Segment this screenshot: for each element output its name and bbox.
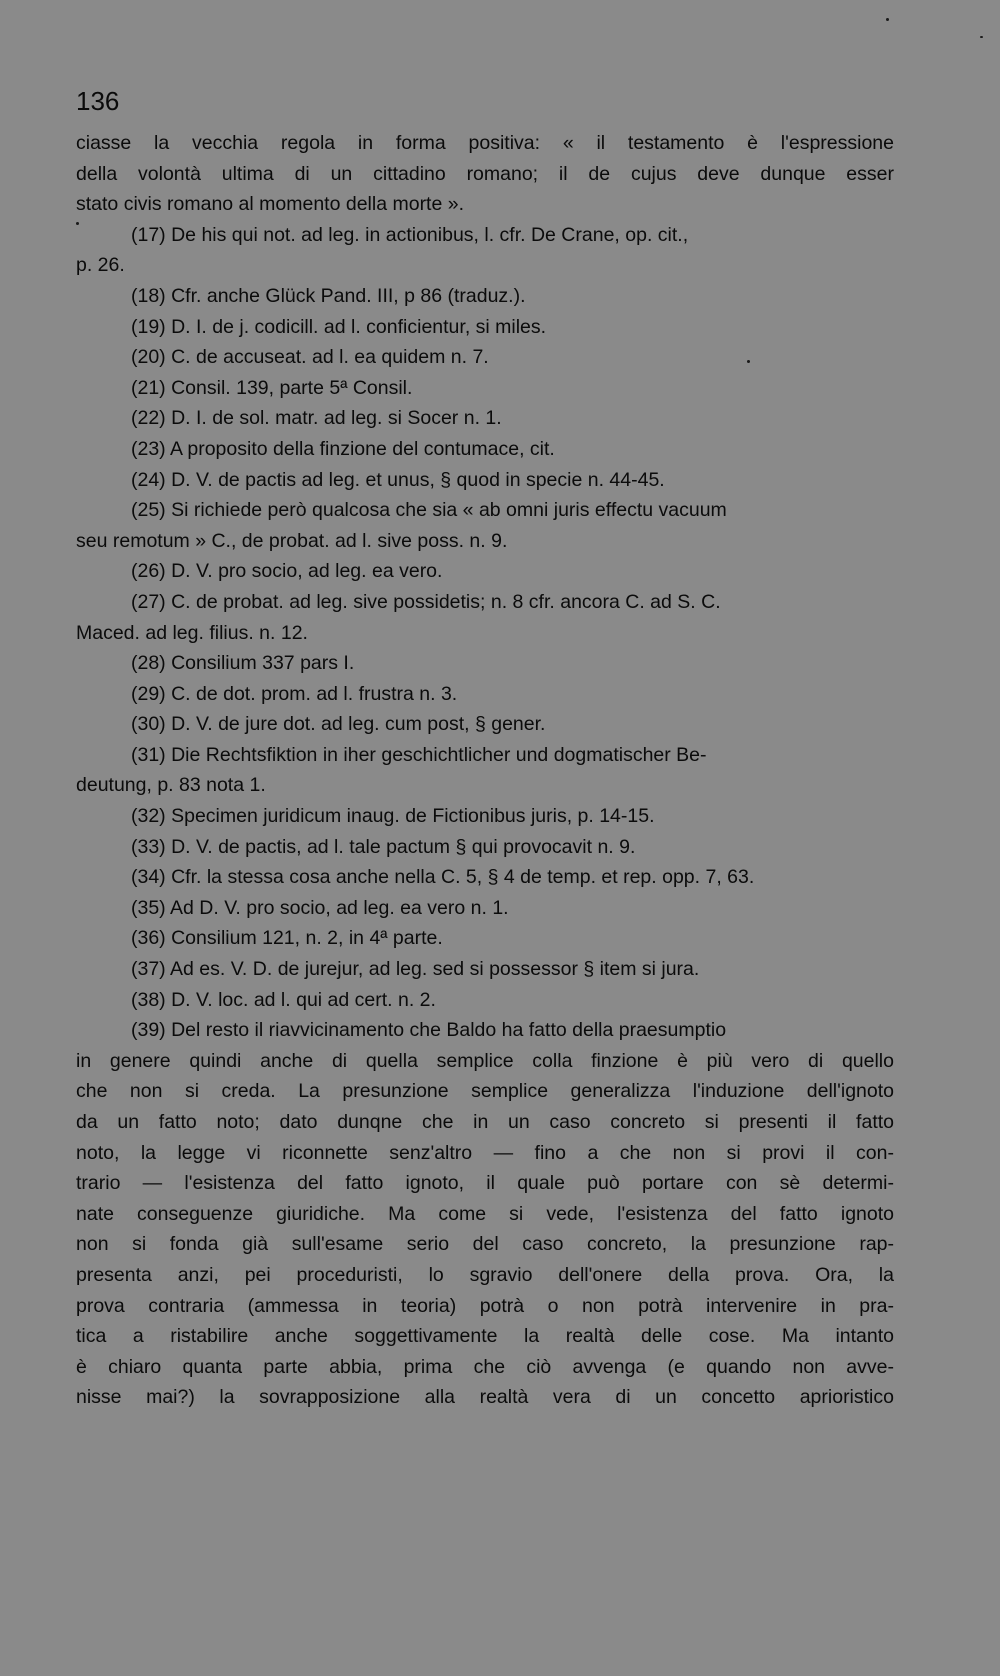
footnote-line: noto, la legge vi riconnette senz'altro — fino a che non si provi il con- <box>76 1141 894 1164</box>
footnote-line: (23) A proposito della finzione del contumace, cit. <box>131 437 555 460</box>
footnote-line: nate conseguenze giuridiche. Ma come si vede, l'esistenza del fatto ignoto <box>76 1202 894 1225</box>
footnote-line: trario — l'esistenza del fatto ignoto, il quale può portare con sè determi- <box>76 1172 894 1195</box>
footnote-line: (24) D. V. de pactis ad leg. et unus, § quod in specie n. 44-45. <box>131 468 665 491</box>
footnote-line: presenta anzi, pei proceduristi, lo sgravio dell'onere della prova. Ora, la <box>76 1263 894 1286</box>
footnote-line: (34) Cfr. la stessa cosa anche nella C. 5, § 4 de temp. et rep. opp. 7, 63. <box>131 866 755 889</box>
text-line: stato civis romano al momento della morte ». <box>76 193 465 216</box>
footnote-line: deutung, p. 83 nota 1. <box>76 774 266 797</box>
footnote-line: prova contraria (ammessa in teoria) potrà o non potrà intervenire in pra- <box>76 1294 894 1317</box>
footnote-line: non si fonda già sull'esame serio del caso concreto, la presunzione rap- <box>76 1233 894 1256</box>
footnote-line: Maced. ad leg. filius. n. 12. <box>76 621 308 644</box>
footnote-line: p. 26. <box>76 254 125 277</box>
footnote-line: (28) Consilium 337 pars I. <box>131 652 355 675</box>
footnote-line: è chiaro quanta parte abbia, prima che ciò avvenga (e quando non avve- <box>76 1355 894 1378</box>
footnote-line: (29) C. de dot. prom. ad l. frustra n. 3. <box>131 682 458 705</box>
footnote-line: (27) C. de probat. ad leg. sive possidetis; n. 8 cfr. ancora C. ad S. C. <box>131 590 721 613</box>
scan-speck <box>886 18 889 21</box>
footnote-line: (39) Del resto il riavvicinamento che Baldo ha fatto della praesumptio <box>131 1019 727 1042</box>
footnote-line: (38) D. V. loc. ad l. qui ad cert. n. 2. <box>131 988 436 1011</box>
footnote-line: (33) D. V. de pactis, ad l. tale pactum § qui provocavit n. 9. <box>131 835 636 858</box>
footnote-line: in genere quindi anche di quella semplice colla finzione è più vero di quello <box>76 1049 894 1072</box>
footnote-line: (20) C. de accuseat. ad l. ea quidem n. 7. <box>131 346 489 369</box>
footnote-line: (22) D. I. de sol. matr. ad leg. si Socer n. 1. <box>131 407 502 430</box>
footnote-line: da un fatto noto; dato dunqne che in un caso concreto si presenti il fatto <box>76 1111 894 1133</box>
footnote-line: nisse mai?) la sovrapposizione alla realtà vera di un concetto aprioristico <box>76 1386 894 1409</box>
footnote-line: (21) Consil. 139, parte 5ª Consil. <box>131 376 413 399</box>
page-number: 136 <box>76 86 120 116</box>
footnote-line: seu remotum » C., de probat. ad l. sive poss. n. 9. <box>76 529 508 552</box>
text-line: ciasse la vecchia regola in forma positiva: « il testamento è l'espressione <box>76 132 894 154</box>
footnote-line: (25) Si richiede però qualcosa che sia « ab omni juris effectu vacuum <box>131 499 727 522</box>
scan-speck <box>980 36 983 38</box>
footnote-line: (37) Ad es. V. D. de jurejur, ad leg. sed si possessor § item si jura. <box>131 958 700 981</box>
footnote-line: (30) D. V. de jure dot. ad leg. cum post, § gener. <box>131 713 546 736</box>
footnote-line: (26) D. V. pro socio, ad leg. ea vero. <box>131 560 443 583</box>
footnote-line: (18) Cfr. anche Glück Pand. III, p 86 (traduz.). <box>131 284 526 307</box>
footnote-line: (31) Die Rechtsfiktion in iher geschichtlicher und dogmatischer Be- <box>131 743 707 766</box>
footnote-line: tica a ristabilire anche soggettivamente la realtà delle cose. Ma intanto <box>76 1325 894 1348</box>
footnote-line: (19) D. I. de j. codicill. ad l. conficientur, si miles. <box>131 315 547 338</box>
footnote-line: che non si creda. La presunzione semplice generalizza l'induzione dell'ignoto <box>76 1080 894 1103</box>
footnote-line: (17) De his qui not. ad leg. in actionibus, l. cfr. De Crane, op. cit., <box>131 223 689 246</box>
footnote-line: (32) Specimen juridicum inaug. de Fictionibus juris, p. 14-15. <box>131 805 655 828</box>
text-line: della volontà ultima di un cittadino romano; il de cujus deve dunque esser <box>76 162 894 185</box>
footnote-line: (36) Consilium 121, n. 2, in 4ª parte. <box>131 927 443 950</box>
text-block <box>76 128 894 1413</box>
footnote-line: (35) Ad D. V. pro socio, ad leg. ea vero n. 1. <box>131 896 509 919</box>
